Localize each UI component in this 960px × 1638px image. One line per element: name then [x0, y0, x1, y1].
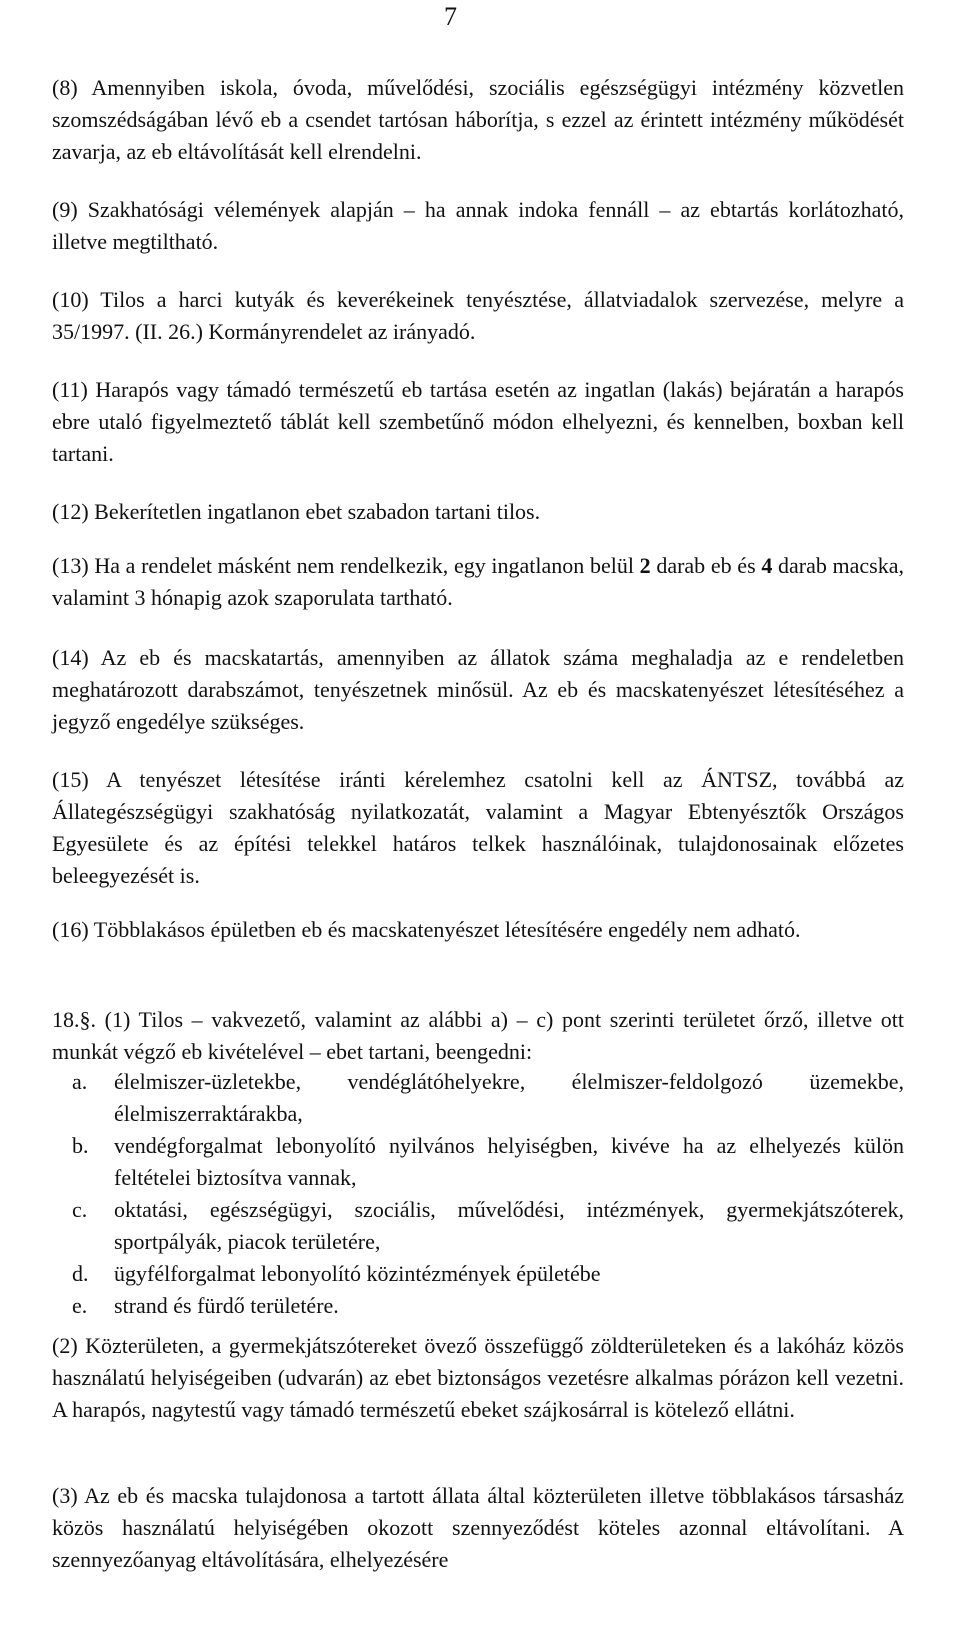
list-letter: d.: [72, 1261, 89, 1286]
section-18-paragraph-3: (3) Az eb és macska tulajdonosa a tartott állata által közterületen illetve többlakásos társasház közös használatú helyiségében okozott szennyeződést köteles azonnal eltávolítani. A szennyezőanyag eltávolítására, elhelyezésére: [52, 1483, 904, 1572]
section-18-list: [52, 1066, 904, 1322]
list-letter: a.: [72, 1069, 88, 1094]
list-letter: b.: [72, 1133, 89, 1158]
list-item-e: [52, 1290, 904, 1322]
paragraph-8: (8) Amennyiben iskola, óvoda, művelődési, szociális egészségügyi intézmény közvetlen szomszédságában lévő eb a csendet tartósan háborítja, s ezzel az érintett intézmény működését zavarja, az eb eltávolítását kell elrendelni.: [52, 75, 904, 164]
list-item-d: [52, 1258, 904, 1290]
list-letter: e.: [72, 1293, 88, 1318]
paragraph-9: (9) Szakhatósági vélemények alapján – ha annak indoka fennáll – az ebtartás korlátozható, illetve megtiltható.: [52, 197, 904, 254]
section-18-heading: 18.§. (1) Tilos – vakvezető, valamint az alábbi a) – c) pont szerinti területet őrző, illetve ott munkát végző eb kivételével – ebet tartani, beengedni:: [52, 1007, 904, 1064]
list-item-text: élelmiszer-üzletekbe, vendéglátóhelyekre, élelmiszer-feldolgozó üzemekbe, élelmiszerraktárakba,: [114, 1069, 904, 1126]
list-item-c: [52, 1194, 904, 1258]
list-item-b: [52, 1130, 904, 1194]
page-number: 7: [444, 2, 457, 31]
list-letter: c.: [72, 1197, 88, 1222]
paragraph-14: (14) Az eb és macskatartás, amennyiben az állatok száma meghaladja az e rendeletben meghatározott darabszámot, tenyészetnek minősül. Az eb és macskatenyészet létesítéséhez a jegyző engedélye szükséges.: [52, 645, 904, 734]
list-item-text: strand és fürdő területére.: [114, 1293, 339, 1318]
list-item-text: oktatási, egészségügyi, szociális, művelődési, intézmények, gyermekjátszóterek, sportpályák, piacok területére,: [114, 1197, 904, 1254]
paragraph-11-text: (11) Harapós vagy támadó természetű eb tartása esetén az ingatlan (lakás) bejáratán a harapós ebre utaló figyelmeztető táblát kell szembetűnő módon elhelyezni, és kennelben, boxban kell tartani.: [52, 377, 904, 466]
paragraph-11: [52, 374, 904, 470]
list-item-a: [52, 1066, 904, 1130]
paragraph-13-text-2: darab eb és: [650, 553, 762, 578]
paragraph-10: (10) Tilos a harci kutyák és keverékeinek tenyésztése, állatviadalok szervezése, melyre a 35/1997. (II. 26.) Kormányrendelet az irányadó.: [52, 287, 904, 344]
paragraph-15: (15) A tenyészet létesítése iránti kérelemhez csatolni kell az ÁNTSZ, továbbá az Állategészségügyi szakhatóság nyilatkozatát, valamint a Magyar Ebtenyésztők Országos Egyesülete és az építési telekkel határos telkek használóinak, tulajdonosainak előzetes beleegyezését is.: [52, 767, 904, 888]
cat-count: 4: [761, 553, 773, 578]
paragraph-12: (12) Bekerítetlen ingatlanon ebet szabadon tartani tilos.: [52, 499, 541, 524]
paragraph-13: [52, 550, 904, 614]
list-item-text: ügyfélforgalmat lebonyolító közintézmények épületébe: [114, 1261, 601, 1286]
paragraph-13-text-1: (13) Ha a rendelet másként nem rendelkezik, egy ingatlanon belül: [52, 553, 640, 578]
section-18-paragraph-2: (2) Közterületen, a gyermekjátszótereket övező összefüggő zöldterületeken és a lakóház közös használatú helyiségeiben (udvarán) az ebet biztonságos vezetésre alkalmas pórázon kell vezetni. A harapós, nagytestű vagy támadó természetű ebeket szájkosárral is kötelező ellátni.: [52, 1333, 904, 1422]
paragraph-16: (16) Többlakásos épületben eb és macskatenyészet létesítésére engedély nem adható.: [52, 917, 801, 942]
list-item-text: vendégforgalmat lebonyolító nyilvános helyiségben, kivéve ha az elhelyezés külön feltételei biztosítva vannak,: [114, 1133, 904, 1190]
dog-count: 2: [639, 553, 651, 578]
paragraph-13-text-3: darab macska, valamint 3 hónapig azok szaporulata tartható.: [52, 553, 904, 610]
